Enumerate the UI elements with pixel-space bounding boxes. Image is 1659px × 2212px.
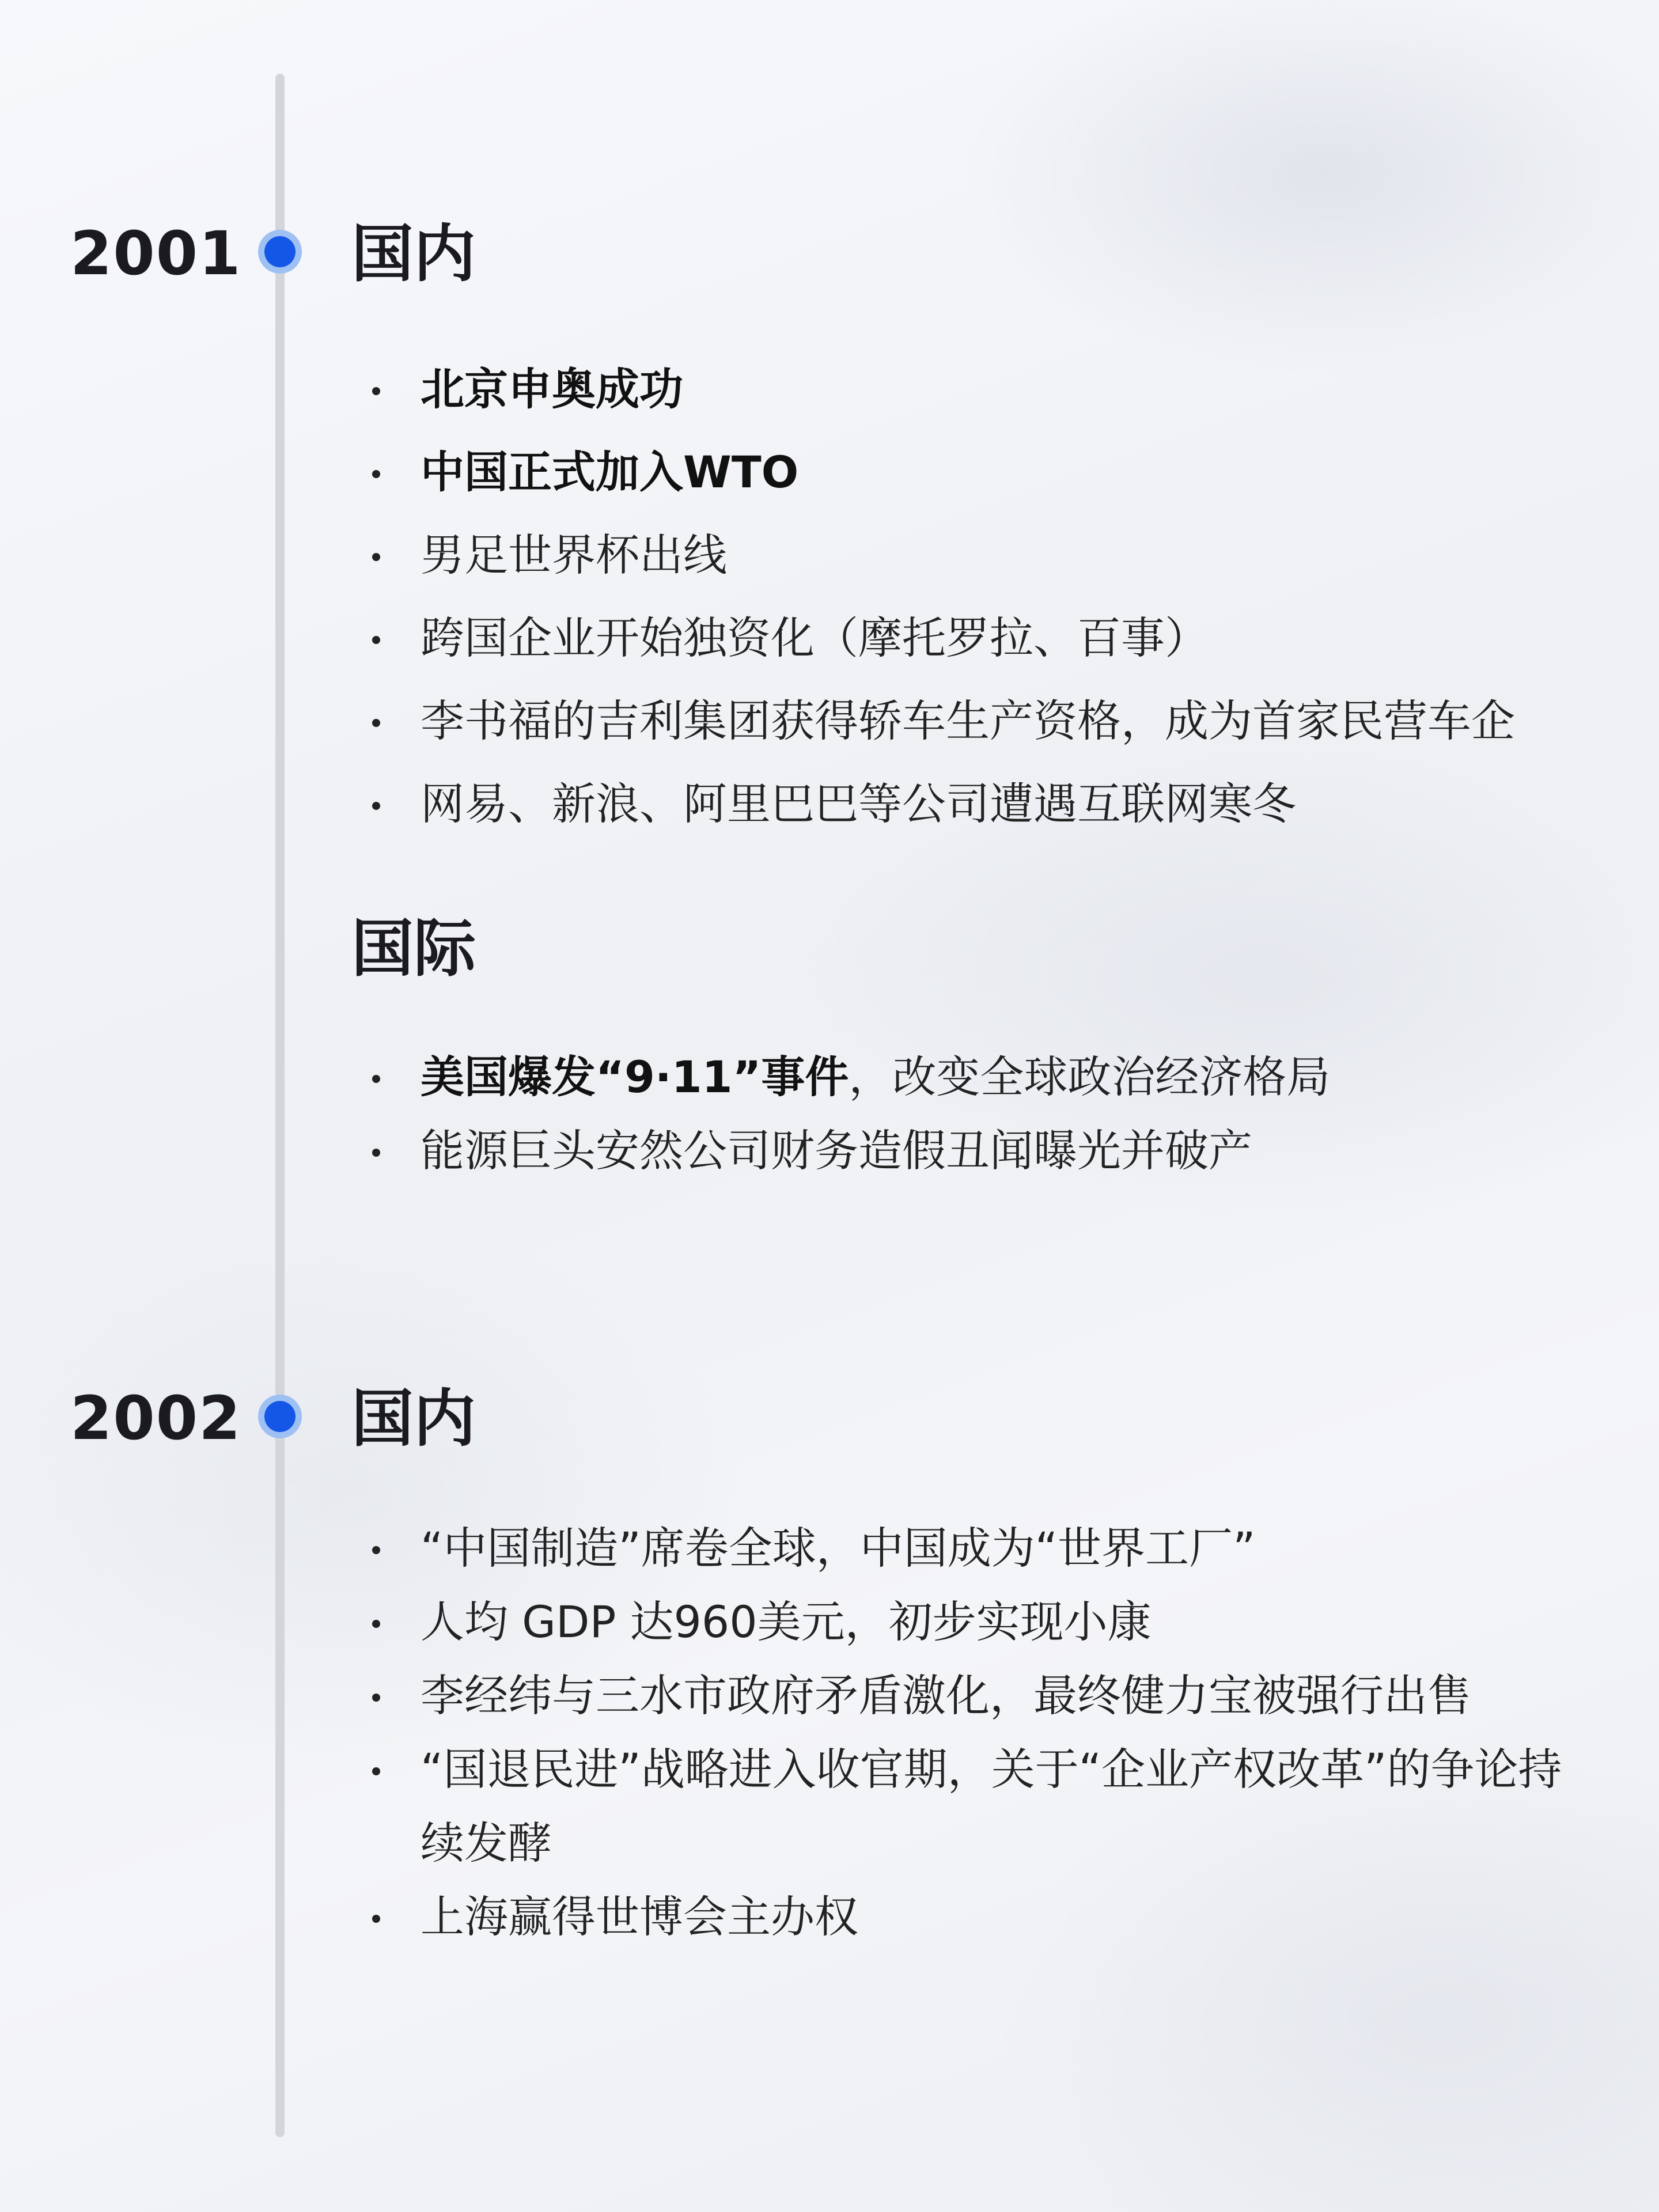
event-list xyxy=(369,1040,1590,1188)
list-item xyxy=(369,767,1590,841)
list-item xyxy=(369,601,1590,675)
list-item xyxy=(369,353,1590,426)
item-text: “国退民进”战略进入收官期，关于“企业产权改革”的争论持续发酵 xyxy=(421,1744,1562,1869)
item-bold-text: 美国爆发“9·11”事件 xyxy=(421,1051,849,1103)
list-item xyxy=(369,1585,1590,1659)
event-list xyxy=(369,353,1590,841)
list-item xyxy=(369,435,1590,509)
section-heading: 国内 xyxy=(351,218,476,290)
year-label: 2001 xyxy=(70,218,242,289)
timeline-dot xyxy=(258,1395,302,1438)
timeline-line xyxy=(275,74,285,2137)
list-item xyxy=(369,1114,1590,1188)
item-bold-text: 中国正式加入WTO xyxy=(421,446,799,498)
item-text: 李书福的吉利集团获得轿车生产资格，成为首家民营车企 xyxy=(421,695,1515,747)
item-text: 能源巨头安然公司财务造假丑闻曝光并破产 xyxy=(421,1125,1252,1176)
list-item xyxy=(369,684,1590,758)
list-item xyxy=(369,1659,1590,1733)
timeline-dot xyxy=(258,230,302,274)
item-text: 上海赢得世博会主办权 xyxy=(421,1891,858,1942)
list-item xyxy=(369,518,1590,592)
item-text: 李经纬与三水市政府矛盾激化，最终健力宝被强行出售 xyxy=(421,1670,1471,1721)
year-label: 2002 xyxy=(70,1383,242,1453)
item-bold-text: 北京申奥成功 xyxy=(421,363,683,415)
item-text: 人均 GDP 达960美元，初步实现小康 xyxy=(421,1596,1152,1647)
section-heading: 国际 xyxy=(351,913,476,985)
item-text: “中国制造”席卷全球，中国成为“世界工厂” xyxy=(421,1522,1256,1574)
event-list xyxy=(369,1512,1590,1954)
item-text: 跨国企业开始独资化（摩托罗拉、百事） xyxy=(421,612,1209,664)
list-item xyxy=(369,1880,1590,1954)
item-text: ，改变全球政治经济格局 xyxy=(849,1051,1331,1103)
item-text: 男足世界杯出线 xyxy=(421,529,727,581)
section-heading: 国内 xyxy=(351,1383,476,1455)
list-item xyxy=(369,1040,1590,1114)
list-item xyxy=(369,1733,1590,1880)
item-text: 网易、新浪、阿里巴巴等公司遭遇互联网寒冬 xyxy=(421,778,1296,830)
list-item xyxy=(369,1512,1590,1585)
